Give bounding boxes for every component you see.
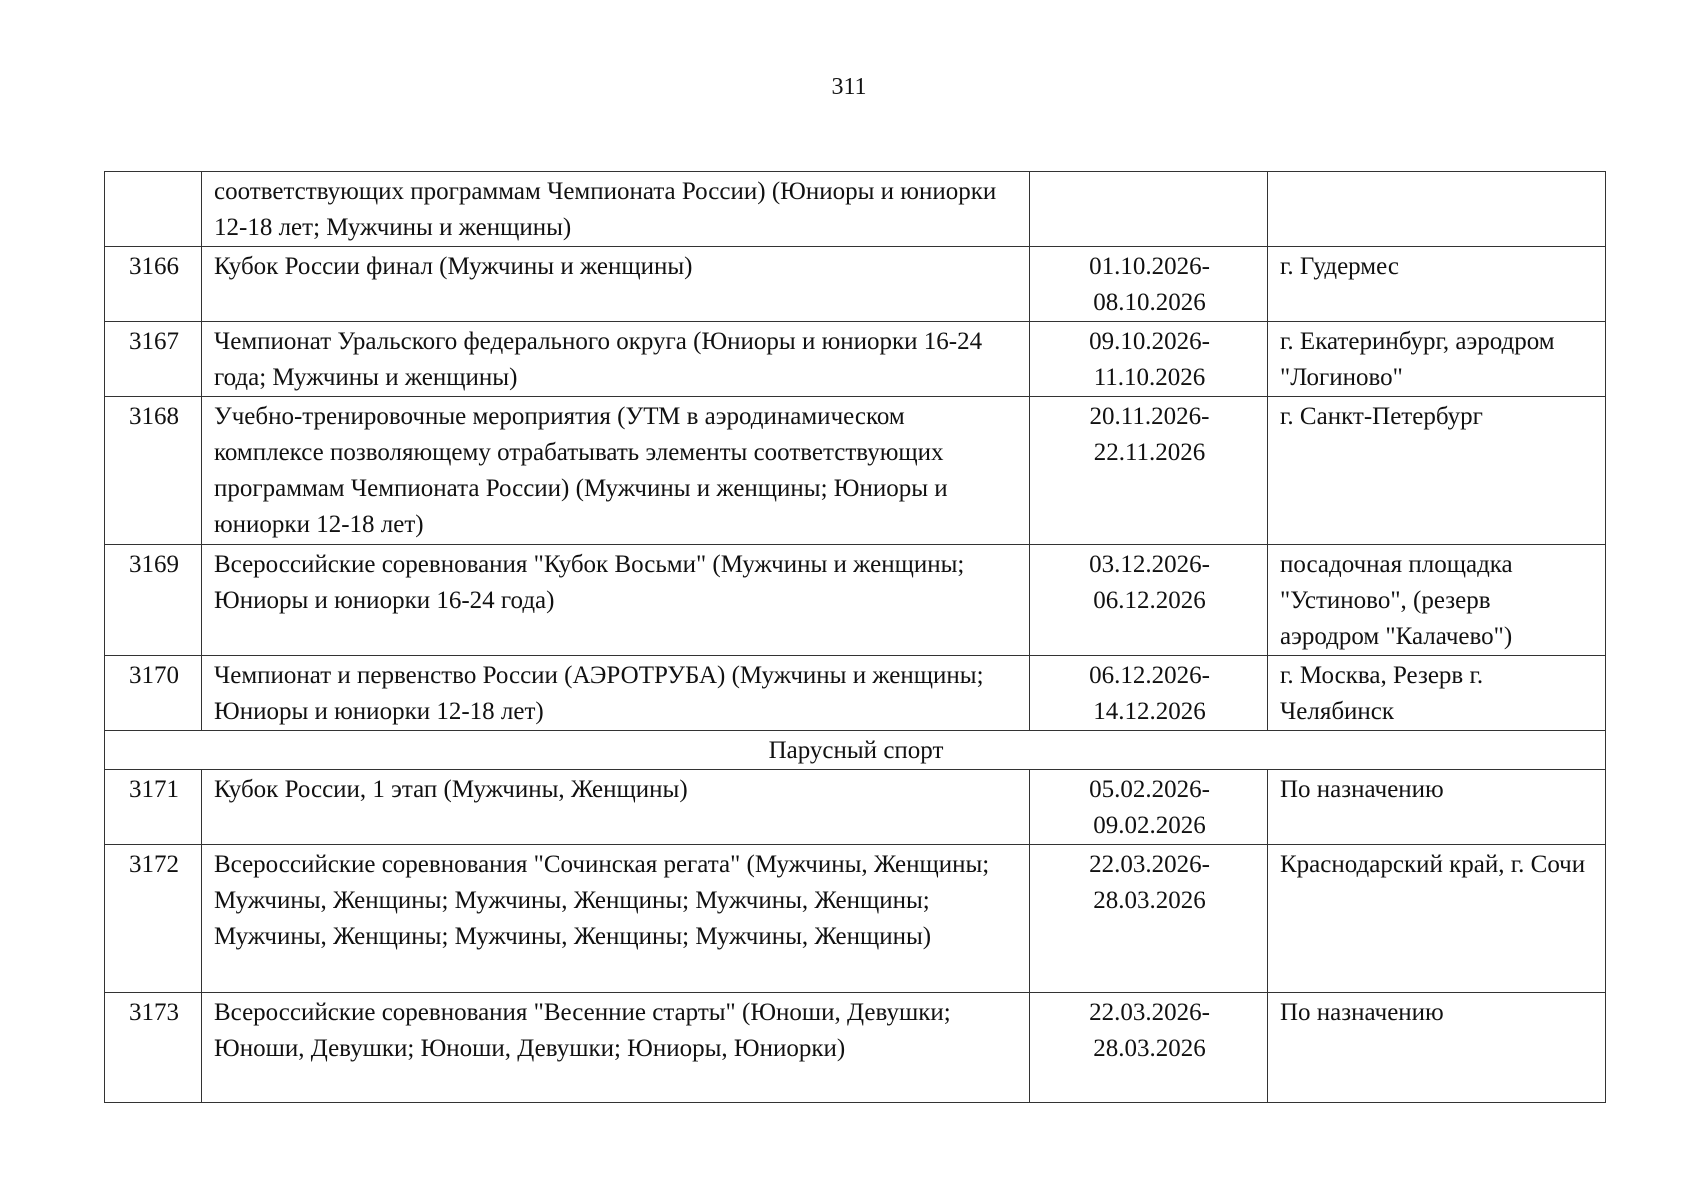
row-number-cell — [105, 322, 202, 397]
event-name: соответствующих программам Чемпионата России) (Юниоры и юниорки 12-18 лет; Мужчины и женщины) — [214, 178, 997, 241]
event-place-cell — [1268, 397, 1606, 545]
table-row — [105, 247, 1606, 322]
event-name: Чемпионат Уральского федерального округа (Юниоры и юниорки 16-24 года; Мужчины и женщины) — [214, 328, 983, 391]
row-number-cell — [105, 845, 202, 993]
event-place: По назначению — [1280, 999, 1444, 1026]
event-name-cell — [202, 656, 1030, 731]
table-row — [105, 993, 1606, 1103]
event-name: Чемпионат и первенство России (АЭРОТРУБА) (Мужчины и женщины; Юниоры и юниорки 12-18 лет) — [214, 662, 984, 725]
event-dates: 01.10.2026- 08.10.2026 — [1089, 253, 1210, 316]
event-dates: 20.11.2026- 22.11.2026 — [1089, 403, 1210, 466]
table-row — [105, 322, 1606, 397]
event-dates: 05.02.2026- 09.02.2026 — [1089, 776, 1210, 839]
event-dates: 06.12.2026- 14.12.2026 — [1089, 662, 1210, 725]
row-number: 3171 — [129, 776, 179, 803]
event-place-cell — [1268, 656, 1606, 731]
row-number: 3173 — [129, 999, 179, 1026]
section-row — [105, 731, 1606, 770]
row-number-cell — [105, 770, 202, 845]
event-dates-cell — [1030, 397, 1268, 545]
event-name: Кубок России, 1 этап (Мужчины, Женщины) — [214, 776, 688, 803]
event-name-cell — [202, 845, 1030, 993]
table-row — [105, 172, 1606, 247]
row-number-cell — [105, 993, 202, 1103]
event-place-cell — [1268, 770, 1606, 845]
row-number: 3169 — [129, 551, 179, 578]
event-place-cell — [1268, 545, 1606, 656]
row-number: 3166 — [129, 253, 179, 280]
table-row — [105, 545, 1606, 656]
event-name-cell — [202, 247, 1030, 322]
event-name: Всероссийские соревнования "Весенние старты" (Юноши, Девушки; Юноши, Девушки; Юноши, Девушки; Юниоры, Юниорки) — [214, 999, 951, 1062]
event-dates-cell — [1030, 845, 1268, 993]
event-name-cell — [202, 770, 1030, 845]
event-name-cell — [202, 172, 1030, 247]
event-name: Всероссийские соревнования "Сочинская регата" (Мужчины, Женщины; Мужчины, Женщины; Мужчины, Женщины; Мужчины, Женщины; Мужчины, Женщины; Мужчины, Женщины; Мужчины, Женщины) — [214, 851, 990, 950]
event-dates-cell — [1030, 545, 1268, 656]
event-place: Краснодарский край, г. Сочи — [1280, 851, 1586, 878]
table-row — [105, 845, 1606, 993]
event-place: г. Санкт-Петербург — [1280, 403, 1483, 430]
table-row — [105, 656, 1606, 731]
event-place: г. Гудермес — [1280, 253, 1399, 280]
event-place-cell — [1268, 845, 1606, 993]
event-name: Учебно-тренировочные мероприятия (УТМ в аэродинамическом комплексе позволяющему отрабатывать элементы соответствующих программам Чемпионата России) (Мужчины и женщины; Юниоры и юниорки 12-18 лет) — [214, 403, 948, 538]
row-number: 3172 — [129, 851, 179, 878]
section-header: Парусный спорт — [768, 737, 944, 764]
event-dates-cell — [1030, 656, 1268, 731]
event-place-cell — [1268, 993, 1606, 1103]
row-number-cell — [105, 545, 202, 656]
event-place: По назначению — [1280, 776, 1444, 803]
row-number-cell — [105, 656, 202, 731]
event-place-cell — [1268, 322, 1606, 397]
event-place: г. Москва, Резерв г. Челябинск — [1280, 662, 1484, 725]
event-dates: 22.03.2026- 28.03.2026 — [1089, 999, 1210, 1062]
table-row — [105, 397, 1606, 545]
event-dates-cell — [1030, 172, 1268, 247]
row-number: 3168 — [129, 403, 179, 430]
event-name-cell — [202, 545, 1030, 656]
page-number: 311 — [831, 74, 867, 100]
event-dates-cell — [1030, 247, 1268, 322]
row-number-cell — [105, 172, 202, 247]
row-number: 3167 — [129, 328, 179, 355]
event-dates: 09.10.2026- 11.10.2026 — [1089, 328, 1210, 391]
event-place: г. Екатеринбург, аэродром "Логиново" — [1280, 328, 1555, 391]
event-name-cell — [202, 322, 1030, 397]
table-row — [105, 770, 1606, 845]
event-dates-cell — [1030, 322, 1268, 397]
row-number-cell — [105, 397, 202, 545]
event-name-cell — [202, 993, 1030, 1103]
event-dates: 03.12.2026- 06.12.2026 — [1089, 551, 1210, 614]
event-dates-cell — [1030, 993, 1268, 1103]
event-place: посадочная площадка "Устиново", (резерв аэродром "Калачево") — [1280, 551, 1513, 650]
event-dates: 22.03.2026- 28.03.2026 — [1089, 851, 1210, 914]
events-table — [104, 171, 1606, 1103]
event-dates-cell — [1030, 770, 1268, 845]
event-name: Кубок России финал (Мужчины и женщины) — [214, 253, 693, 280]
row-number: 3170 — [129, 662, 179, 689]
event-name: Всероссийские соревнования "Кубок Восьми" (Мужчины и женщины; Юниоры и юниорки 16-24 года) — [214, 551, 965, 614]
section-header-cell — [105, 731, 1606, 770]
event-place-cell — [1268, 172, 1606, 247]
row-number-cell — [105, 247, 202, 322]
event-name-cell — [202, 397, 1030, 545]
event-place-cell — [1268, 247, 1606, 322]
